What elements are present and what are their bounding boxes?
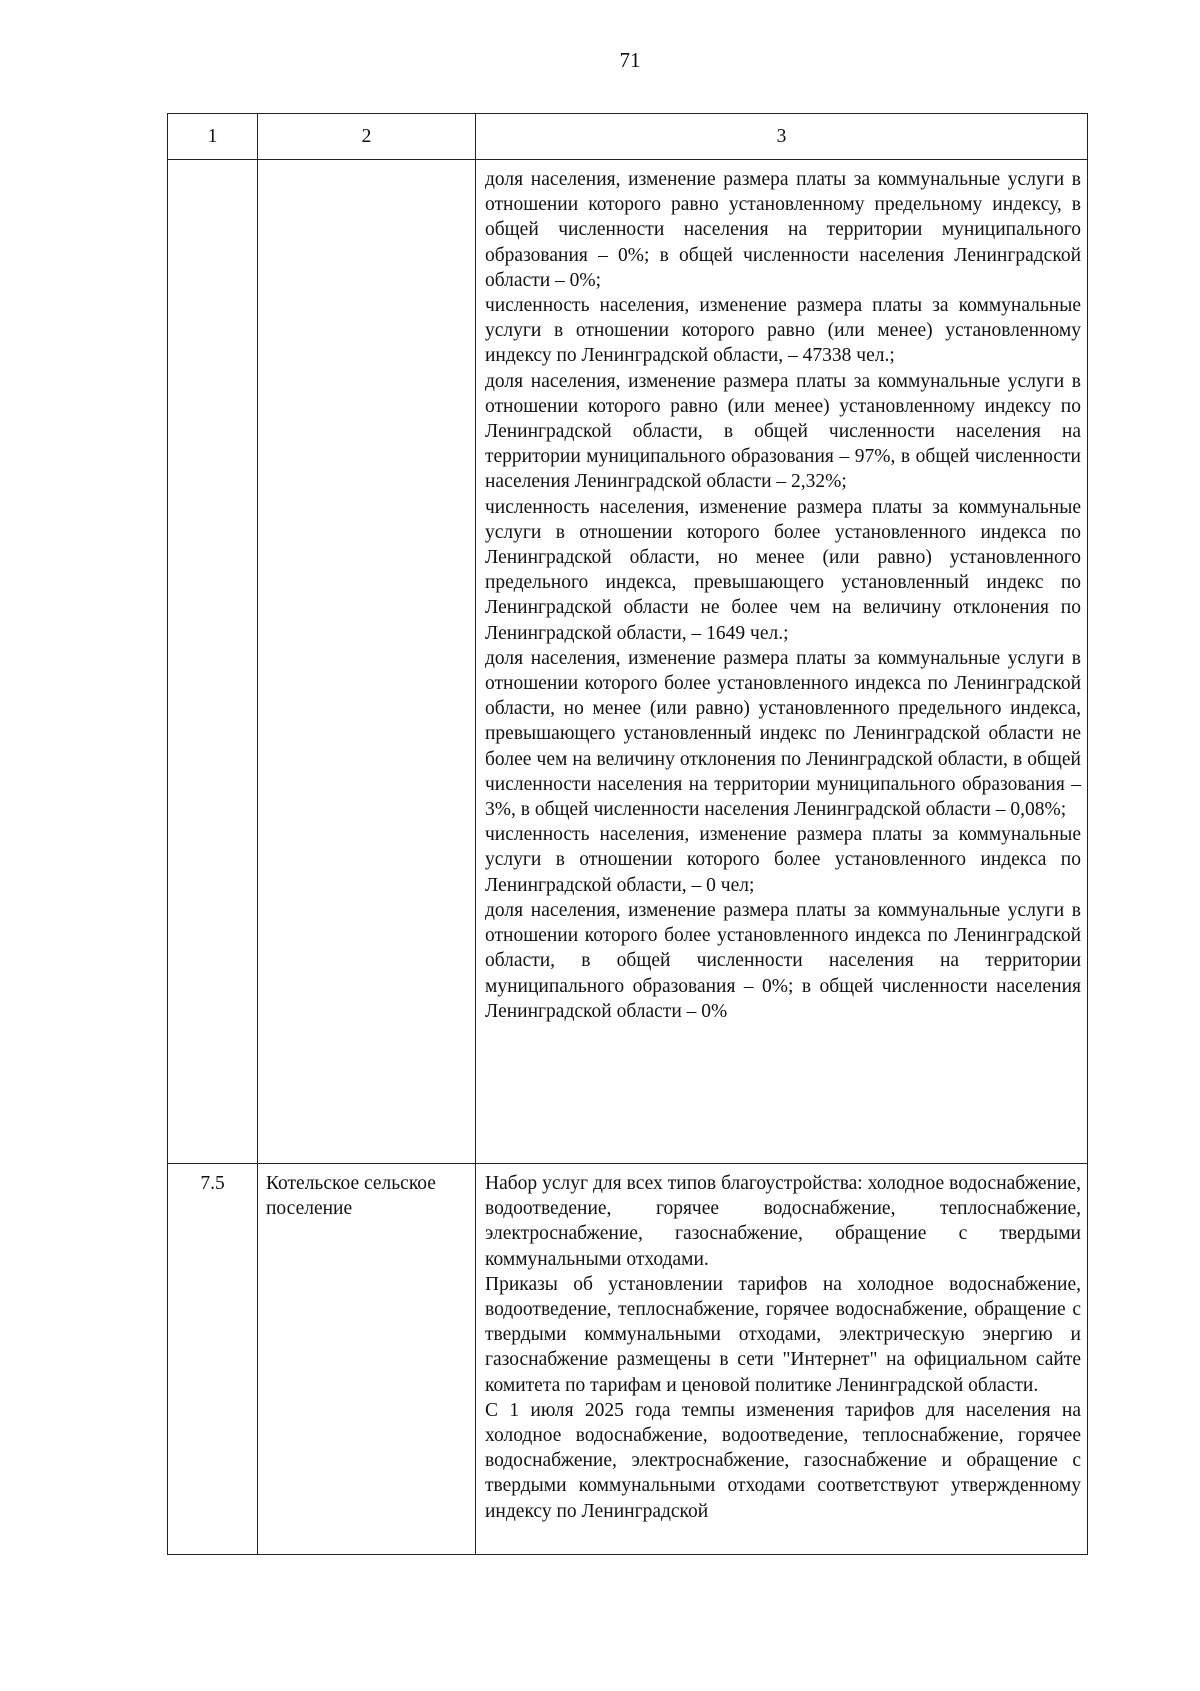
description-paragraph: С 1 июля 2025 года темпы изменения тарифов для населения на холодное водоснабжение, водоотведение, теплоснабжение, горячее водоснабжение, электроснабжение, газоснабжение и обращение с твердыми коммунальными отходами соответствуют утвержденному индексу по Ленинградской xyxy=(485,1399,1081,1522)
description-paragraph: численность населения, изменение размера платы за коммунальные услуги в отношении которого равно (или менее) установленному индексу по Ленинградской области, – 47338 чел.; xyxy=(485,295,1081,367)
row-name-cell xyxy=(258,160,476,1164)
header-col-1: 1 xyxy=(168,114,258,160)
description-paragraph: численность населения, изменение размера платы за коммунальные услуги в отношении которого более установленного индекса по Ленинградской области, – 0 чел; xyxy=(485,824,1081,896)
description-paragraph: доля населения, изменение размера платы за коммунальные услуги в отношении которого равно (или менее) установленному индексу по Ленинградской области, в общей численности населения на территории муниципального образования – 97%, в общей численности населения Ленинградской области – 2,32%; xyxy=(485,370,1081,493)
description-paragraph: доля населения, изменение размера платы за коммунальные услуги в отношении которого равно установленному предельному индексу, в общей численности населения на территории муниципального образования – 0%; в общей численности населения Ленинградской области – 0%; xyxy=(485,169,1081,291)
document-table xyxy=(167,113,1088,1555)
description-paragraph: Набор услуг для всех типов благоустройства: холодное водоснабжение, водоотведение, горячее водоснабжение, теплоснабжение, электроснабжение, газоснабжение, обращение с твердыми коммунальными отходами. xyxy=(485,1173,1081,1270)
description-paragraph: численность населения, изменение размера платы за коммунальные услуги в отношении которого более установленного индекса по Ленинградской области, но менее (или равно) установленного предельного индекса, превышающего установленный индекс по Ленинградской области не более чем на величину отклонения по Ленинградской области, – 1649 чел.; xyxy=(485,496,1081,644)
row-description-cell xyxy=(476,160,1088,1164)
header-col-2: 2 xyxy=(258,114,476,160)
table-row xyxy=(168,160,1088,1164)
table-header-row xyxy=(168,114,1088,160)
row-number-cell: 7.5 xyxy=(168,1164,258,1555)
header-col-3: 3 xyxy=(476,114,1088,160)
row-name-cell: Котельское сельское поселение xyxy=(258,1164,476,1555)
description-paragraph: доля населения, изменение размера платы за коммунальные услуги в отношении которого более установленного индекса по Ленинградской области, в общей численности населения на территории муниципального образования – 0%; в общей численности населения Ленинградской области – 0% xyxy=(485,899,1081,1022)
description-paragraph: доля населения, изменение размера платы за коммунальные услуги в отношении которого более установленного индекса по Ленинградской области, но менее (или равно) установленного предельного индекса, превышающего установленный индекс по Ленинградской области не более чем на величину отклонения по Ленинградской области, в общей численности населения на территории муниципального образования – 3%, в общей численности населения Ленинградской области – 0,08%; xyxy=(485,647,1081,821)
table-row xyxy=(168,1164,1088,1555)
row-number-cell xyxy=(168,160,258,1164)
description-paragraph: Приказы об установлении тарифов на холодное водоснабжение, водоотведение, теплоснабжение, горячее водоснабжение, обращение с твердыми коммунальными отходами, электрическую энергию и газоснабжение размещены в сети "Интернет" на официальном сайте комитета по тарифам и ценовой политике Ленинградской области. xyxy=(485,1273,1081,1396)
row-description-cell xyxy=(476,1164,1088,1555)
page-number: 71 xyxy=(619,48,641,72)
